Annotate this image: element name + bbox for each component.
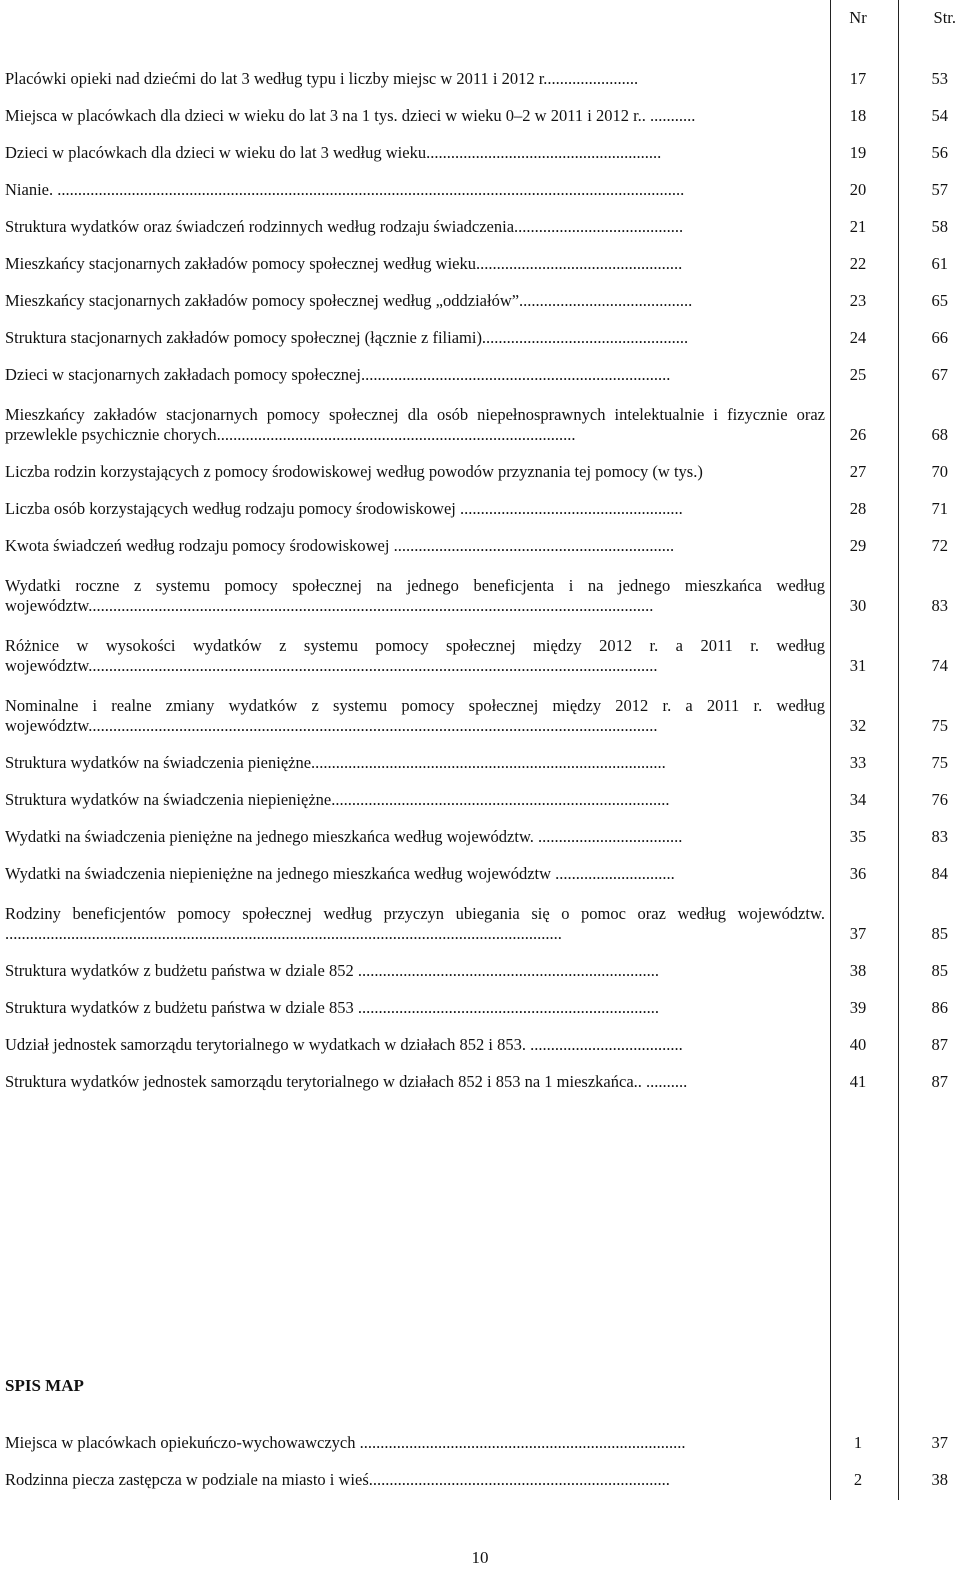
toc-entry[interactable]: [0, 1457, 960, 1494]
toc-entry-number: 31: [849, 656, 867, 675]
toc-entry-number: 24: [849, 328, 867, 347]
toc-entry-page: 58: [931, 217, 948, 236]
toc-entry-title: Udział jednostek samorządu terytorialnego w wydatkach w działach 852 i 853. .....................................: [5, 1035, 683, 1054]
toc-entry[interactable]: [0, 449, 960, 486]
toc-entry-title: Miejsca w placówkach opiekuńczo-wychowawczych ...............................................................................: [5, 1433, 686, 1452]
toc-entry[interactable]: [0, 560, 960, 620]
toc-entry-title: Struktura wydatków na świadczenia pieniężne......................................................................................: [5, 753, 666, 772]
toc-entry-number: 26: [849, 425, 867, 444]
toc-entry[interactable]: [0, 888, 960, 948]
toc-entry-page: 57: [931, 180, 948, 199]
nr-column-header: Nr: [849, 8, 867, 27]
toc-entry-page: 84: [931, 864, 948, 883]
toc-entry-page: 66: [931, 328, 948, 347]
toc-entry[interactable]: [0, 56, 960, 93]
column-header: [0, 8, 960, 30]
tables-list: [0, 56, 960, 1096]
toc-entry[interactable]: [0, 389, 960, 449]
toc-entry-title: Nominalne i realne zmiany wydatków z systemu pomocy społecznej między 2012 r. a 2011 r. według województw..........................................................................................................................................: [5, 696, 825, 735]
toc-entry-number: 28: [849, 499, 867, 518]
toc-entry-page: 85: [931, 924, 948, 943]
toc-entry[interactable]: [0, 948, 960, 985]
toc-entry-page: 75: [931, 716, 948, 735]
toc-entry-title: Kwota świadczeń według rodzaju pomocy środowiskowej ....................................................................: [5, 536, 675, 555]
toc-entry-title: Mieszkańcy stacjonarnych zakładów pomocy społecznej według „oddziałów”..........................................: [5, 291, 693, 310]
toc-entry[interactable]: [0, 777, 960, 814]
page-column-header: Str.: [933, 8, 956, 27]
toc-entry[interactable]: [0, 278, 960, 315]
toc-entry[interactable]: [0, 523, 960, 560]
toc-entry-title: Struktura wydatków jednostek samorządu terytorialnego w działach 852 i 853 na 1 mieszkańca.. ..........: [5, 1072, 688, 1091]
toc-entry-number: 23: [849, 291, 867, 310]
toc-entry[interactable]: [0, 740, 960, 777]
toc-entry-page: 53: [931, 69, 948, 88]
toc-entry[interactable]: [0, 680, 960, 740]
toc-entry-title: Rodzinna piecza zastępcza w podziale na miasto i wieś.........................................................................: [5, 1470, 670, 1489]
toc-entry-title: Mieszkańcy stacjonarnych zakładów pomocy społecznej według wieku..................................................: [5, 254, 683, 273]
toc-entry[interactable]: [0, 486, 960, 523]
toc-entry-title: Liczba osób korzystających według rodzaju pomocy środowiskowej ......................................................: [5, 499, 683, 518]
toc-entry-page: 67: [931, 365, 948, 384]
toc-entry[interactable]: [0, 985, 960, 1022]
toc-entry-title: Mieszkańcy zakładów stacjonarnych pomocy społecznej dla osób niepełnosprawnych intelektualnie i fizycznie oraz przewlekle psychicznie chorych.......................................................................................: [5, 405, 825, 444]
toc-entry-number: 36: [849, 864, 867, 883]
toc-entry-number: 34: [849, 790, 867, 809]
toc-entry-title: Struktura wydatków oraz świadczeń rodzinnych według rodzaju świadczenia.........................................: [5, 217, 684, 236]
toc-entry-number: 1: [853, 1433, 863, 1452]
maps-heading: SPIS MAP: [5, 1376, 84, 1395]
toc-entry-number: 41: [849, 1072, 867, 1091]
toc-entry-number: 40: [849, 1035, 867, 1054]
page-number: 10: [471, 1548, 489, 1567]
toc-entry-title: Dzieci w placówkach dla dzieci w wieku do lat 3 według wieku.........................................................: [5, 143, 662, 162]
toc-entry[interactable]: [0, 1420, 960, 1457]
toc-entry[interactable]: [0, 315, 960, 352]
toc-entry-page: 74: [931, 656, 948, 675]
toc-entry-title: Struktura wydatków na świadczenia niepieniężne..................................................................................: [5, 790, 670, 809]
toc-entry[interactable]: [0, 352, 960, 389]
toc-entry-number: 35: [849, 827, 867, 846]
toc-entry[interactable]: [0, 130, 960, 167]
toc-entry-page: 85: [931, 961, 948, 980]
toc-entry-title: Struktura wydatków z budżetu państwa w dziale 853 .........................................................................: [5, 998, 659, 1017]
toc-entry-number: 17: [849, 69, 867, 88]
toc-entry[interactable]: [0, 814, 960, 851]
toc-entry-title: Wydatki na świadczenia niepieniężne na jednego mieszkańca według województw .............................: [5, 864, 675, 883]
toc-entry-page: 86: [931, 998, 948, 1017]
toc-entry-title: Różnice w wysokości wydatków z systemu pomocy społecznej między 2012 r. a 2011 r. według województw..........................................................................................................................................: [5, 636, 825, 675]
toc-entry-number: 38: [849, 961, 867, 980]
toc-entry-page: 68: [931, 425, 948, 444]
toc-entry[interactable]: [0, 620, 960, 680]
toc-entry-number: 18: [849, 106, 867, 125]
toc-entry-number: 33: [849, 753, 867, 772]
toc-entry-page: 83: [931, 827, 948, 846]
toc-entry-title: Struktura stacjonarnych zakładów pomocy społecznej (łącznie z filiami)..................................................: [5, 328, 689, 347]
toc-entry-number: 39: [849, 998, 867, 1017]
toc-entry-number: 19: [849, 143, 867, 162]
toc-entry-page: 70: [931, 462, 948, 481]
toc-entry-title: Liczba rodzin korzystających z pomocy środowiskowej według powodów przyznania tej pomocy (w tys.): [5, 462, 703, 481]
toc-entry-title: Placówki opieki nad dziećmi do lat 3 według typu i liczby miejsc w 2011 i 2012 r.......................: [5, 69, 639, 88]
maps-list: [0, 1420, 960, 1494]
toc-entry-page: 71: [931, 499, 948, 518]
toc-entry-page: 54: [931, 106, 948, 125]
toc-entry-number: 29: [849, 536, 867, 555]
toc-entry-number: 32: [849, 716, 867, 735]
toc-entry-title: Struktura wydatków z budżetu państwa w dziale 852 .........................................................................: [5, 961, 659, 980]
toc-entry[interactable]: [0, 204, 960, 241]
toc-entry[interactable]: [0, 851, 960, 888]
toc-entry[interactable]: [0, 1022, 960, 1059]
toc-entry[interactable]: [0, 1059, 960, 1096]
toc-entry-page: 87: [931, 1072, 948, 1091]
toc-entry-title: Nianie. ........................................................................................................................................................: [5, 180, 685, 199]
toc-entry-number: 37: [849, 924, 867, 943]
toc-entry-page: 75: [931, 753, 948, 772]
toc-entry[interactable]: [0, 93, 960, 130]
toc-entry[interactable]: [0, 167, 960, 204]
toc-entry-number: 27: [849, 462, 867, 481]
toc-entry[interactable]: [0, 241, 960, 278]
toc-entry-page: 87: [931, 1035, 948, 1054]
toc-entry-title: Rodziny beneficjentów pomocy społecznej według przyczyn ubiegania się o pomoc oraz według województw. .......................................................................................................................................: [5, 904, 825, 943]
toc-entry-title: Dzieci w stacjonarnych zakładach pomocy społecznej...........................................................................: [5, 365, 671, 384]
toc-entry-number: 25: [849, 365, 867, 384]
toc-entry-title: Wydatki roczne z systemu pomocy społecznej na jednego beneficjenta i na jednego mieszkańca według województw.........................................................................................................................................: [5, 576, 825, 615]
toc-entry-number: 30: [849, 596, 867, 615]
toc-entry-title: Miejsca w placówkach dla dzieci w wieku do lat 3 na 1 tys. dzieci w wieku 0–2 w 2011 i 2012 r.. ...........: [5, 106, 696, 125]
toc-entry-page: 37: [931, 1433, 948, 1452]
toc-entry-page: 65: [931, 291, 948, 310]
toc-entry-number: 22: [849, 254, 867, 273]
toc-entry-page: 76: [931, 790, 948, 809]
toc-entry-page: 83: [931, 596, 948, 615]
toc-entry-number: 2: [853, 1470, 863, 1489]
toc-entry-page: 61: [931, 254, 948, 273]
toc-entry-page: 38: [931, 1470, 948, 1489]
toc-entry-number: 20: [849, 180, 867, 199]
toc-entry-title: Wydatki na świadczenia pieniężne na jednego mieszkańca według województw. ...................................: [5, 827, 683, 846]
toc-entry-page: 56: [931, 143, 948, 162]
toc-entry-page: 72: [931, 536, 948, 555]
toc-entry-number: 21: [849, 217, 867, 236]
